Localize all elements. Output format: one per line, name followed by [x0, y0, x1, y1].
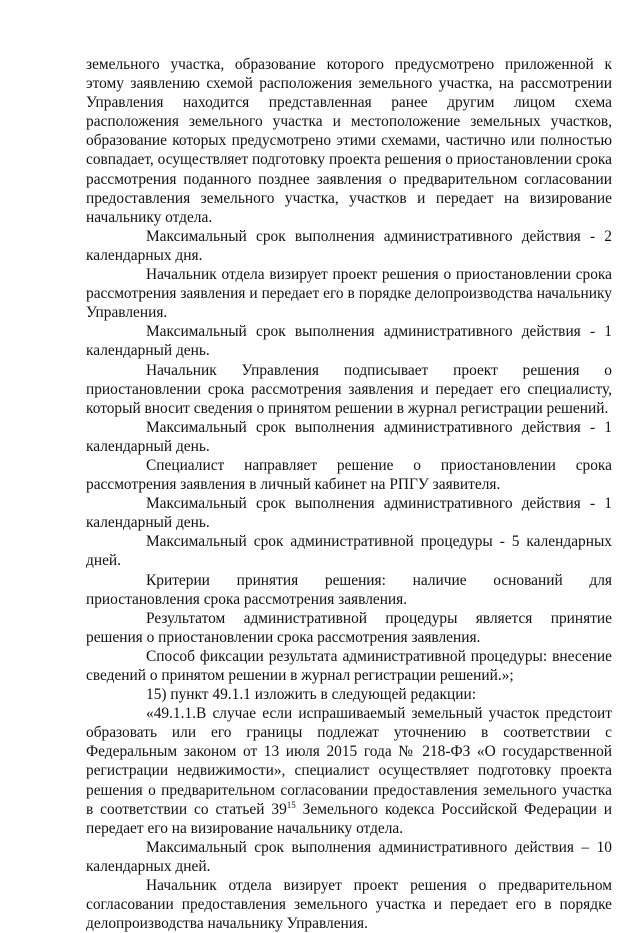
paragraph-specialist-sends: Специалист направляет решение о приостановлении срока рассмотрения заявления в личный кабинет на РПГУ заявителя.	[86, 456, 612, 494]
paragraph-head-of-dept-approves-final: Начальник отдела визирует проект решения о предварительном согласовании предоставления земельного участка и передает его в порядке делопроизводства начальнику Управления.	[86, 877, 612, 933]
clause-text-before: «49.1.1.В случае если испрашиваемый земельный участок предстоит образовать или его границы подлежат уточнению в соответствии с Федеральным законом от 13 июля 2015 года № 218-ФЗ «О государственной регистрации недвижимости», специалист осуществляет подготовку проекта решения о предварительном согласовании предоставления земельного участка в соответствии со статьей 39	[86, 705, 612, 818]
paragraph-head-of-admin-signs: Начальник Управления подписывает проект решения о приостановлении срока рассмотрения заявления и передает его специалисту, который вносит сведения о принятом решении в журнал регистрации решений.	[86, 361, 612, 417]
paragraph-max-term-1-day-c: Максимальный срок выполнения административного действия - 1 календарный день.	[86, 495, 612, 532]
paragraph-max-term-1-day-b: Максимальный срок выполнения административного действия - 1 календарный день.	[86, 418, 612, 455]
paragraph-clause-49-1-1	[86, 704, 612, 838]
paragraph-procedure-max-term: Максимальный срок административной процедуры - 5 календарных дней.	[86, 533, 612, 570]
article-superscript: 15	[286, 799, 296, 810]
paragraph-procedure-result: Результатом административной процедуры является принятие решения о приостановлении срока рассмотрения заявления.	[86, 609, 612, 646]
paragraph-max-term-1-day-a: Максимальный срок выполнения административного действия - 1 календарный день.	[86, 323, 612, 360]
paragraph-fixation-method: Способ фиксации результата административной процедуры: внесение сведений о принятом решении в журнал регистрации решений.»;	[86, 647, 612, 684]
paragraph-head-of-dept-approves: Начальник отдела визирует проект решения о приостановлении срока рассмотрения заявления и передает его в порядке делопроизводства начальнику Управления.	[86, 266, 612, 322]
document-page	[86, 55, 612, 933]
paragraph-item-15: 15) пункт 49.1.1 изложить в следующей редакции:	[146, 686, 476, 704]
paragraph-max-term-10-days: Максимальный срок выполнения административного действия – 10 календарных дней.	[86, 838, 612, 875]
paragraph-decision-criteria: Критерии принятия решения: наличие оснований для приостановления срока рассмотрения заявления.	[86, 571, 612, 608]
paragraph-continuation: земельного участка, образование которого предусмотрено приложенной к этому заявлению схемой расположения земельного участка, на рассмотрении Управления находится представленная ранее другим лицом схема расположения земельного участка и местоположение земельных участков, образование которых предусмотрено этими схемами, частично или полностью совпадает, осуществляет подготовку проекта решения о приостановлении срока рассмотрения поданного позднее заявления о предварительном согласовании предоставления земельного участка, участков и передает на визирование начальнику отдела.	[86, 56, 612, 226]
clause-text-after: Земельного кодекса Российской Федерации и передает его на визирование начальнику отдела.	[86, 800, 612, 837]
paragraph-max-term-2-days: Максимальный срок выполнения административного действия - 2 календарных дня.	[86, 227, 612, 264]
